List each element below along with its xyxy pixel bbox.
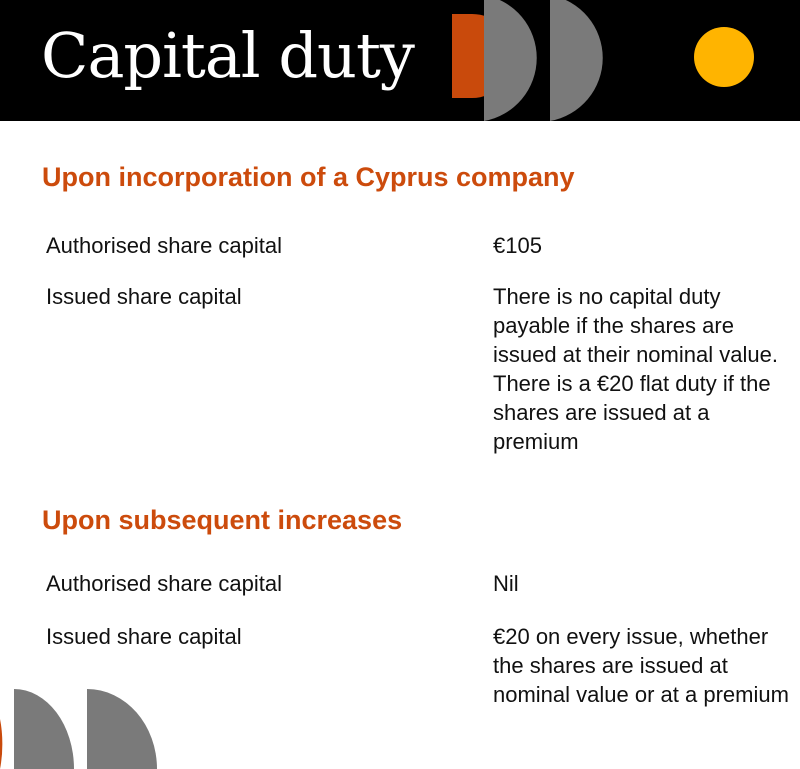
section-heading-increases: Upon subsequent increases bbox=[42, 505, 403, 535]
row-label-authorised: Authorised share capital bbox=[46, 233, 283, 258]
footer-decoration bbox=[0, 686, 170, 769]
page-title: Capital duty bbox=[41, 19, 414, 92]
orange-quarter-shape bbox=[0, 719, 2, 769]
row-value-issued: €20 on every issue, whether the shares are issued at nominal value or at a premium bbox=[493, 624, 789, 707]
header-bar bbox=[0, 0, 800, 121]
header-decoration bbox=[0, 0, 800, 121]
grey-half-circle-shape-1 bbox=[484, 0, 537, 121]
row-label-issued: Issued share capital bbox=[46, 284, 242, 309]
grey-half-circle-shape-3 bbox=[14, 689, 74, 769]
row-value-issued: There is no capital duty payable if the shares are issued at their nominal value. There is a €20 flat duty if the shares are issued at a premium bbox=[493, 284, 778, 454]
section-heading-incorporation: Upon incorporation of a Cyprus company bbox=[42, 162, 575, 192]
row-value-authorised: €105 bbox=[493, 233, 542, 258]
row-label-issued: Issued share capital bbox=[46, 624, 242, 649]
grey-half-circle-shape-2 bbox=[550, 0, 603, 121]
yellow-circle-shape bbox=[694, 27, 754, 87]
row-label-authorised: Authorised share capital bbox=[46, 571, 283, 596]
row-value-authorised: Nil bbox=[493, 571, 519, 596]
grey-half-circle-shape-4 bbox=[87, 689, 157, 769]
